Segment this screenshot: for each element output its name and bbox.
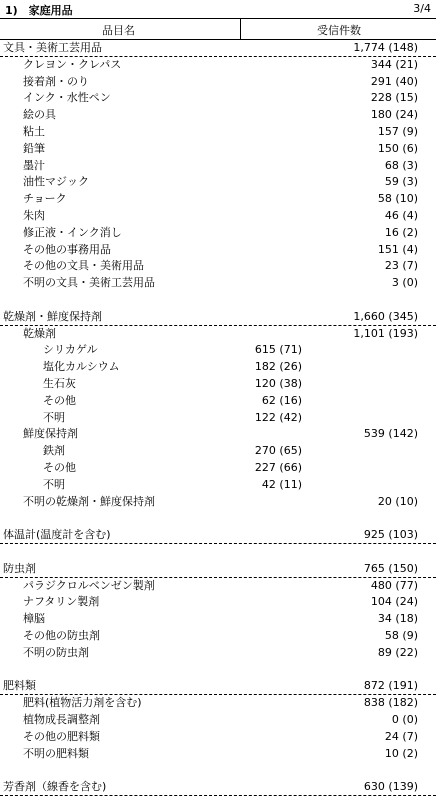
row-count: 122 (42) bbox=[254, 410, 302, 424]
row-count: 539 (142) bbox=[363, 427, 418, 441]
table-row bbox=[0, 375, 436, 392]
row-label: 芳香剤（線香を含む) bbox=[3, 780, 107, 794]
table-row bbox=[0, 560, 436, 578]
row-count: 151 (4) bbox=[377, 242, 418, 256]
row-count: 270 (65) bbox=[254, 444, 302, 458]
row-label: パラジクロルベンゼン製剤 bbox=[23, 578, 155, 592]
row-count: 630 (139) bbox=[363, 780, 418, 794]
row-count: 62 (16) bbox=[261, 393, 302, 407]
table-row bbox=[0, 627, 436, 644]
table-row bbox=[0, 577, 436, 594]
row-label: 不明の肥料類 bbox=[23, 746, 89, 760]
row-count: 150 (6) bbox=[377, 141, 418, 155]
table-row bbox=[0, 241, 436, 258]
row-label: 不明の文具・美術工芸用品 bbox=[23, 276, 155, 290]
row-count: 1,774 (148) bbox=[353, 41, 418, 54]
row-count: 3 (0) bbox=[391, 276, 418, 290]
table-row bbox=[0, 308, 436, 326]
row-count: 157 (9) bbox=[377, 125, 418, 138]
row-label: 塩化カルシウム bbox=[43, 360, 120, 374]
table-row bbox=[0, 778, 436, 796]
row-count: 58 (10) bbox=[377, 192, 418, 206]
row-label: 接着剤・のり bbox=[23, 74, 89, 88]
table-row bbox=[0, 173, 436, 190]
table-row bbox=[0, 89, 436, 106]
table-row bbox=[0, 711, 436, 728]
row-label: 不明の乾燥剤・鮮度保持剤 bbox=[23, 494, 155, 508]
header-item-name: 品目名 bbox=[102, 24, 135, 37]
row-count: 23 (7) bbox=[384, 259, 418, 273]
table-row bbox=[0, 207, 436, 224]
table-row bbox=[0, 73, 436, 90]
row-label: 肥料類 bbox=[3, 679, 36, 693]
row-label: インク・水性ペン bbox=[23, 91, 111, 105]
table-row bbox=[0, 644, 436, 661]
row-label: 文具・美術工芸用品 bbox=[3, 41, 102, 54]
row-label: その他の防虫剤 bbox=[23, 629, 100, 642]
table-row bbox=[0, 123, 436, 140]
row-count: 872 (191) bbox=[363, 679, 418, 693]
table-row bbox=[0, 392, 436, 409]
row-label: その他 bbox=[43, 393, 76, 407]
row-label: 粘土 bbox=[23, 125, 45, 138]
row-label: 油性マジック bbox=[23, 175, 89, 189]
table-row bbox=[0, 190, 436, 207]
row-label: 絵の具 bbox=[23, 108, 56, 122]
table-row bbox=[0, 257, 436, 274]
row-count: 182 (26) bbox=[254, 360, 302, 374]
table-row bbox=[0, 425, 436, 442]
table-row bbox=[0, 694, 436, 711]
table-header bbox=[0, 18, 436, 40]
table-row bbox=[0, 442, 436, 459]
row-count: 16 (2) bbox=[384, 225, 418, 239]
page-number: 3/4 bbox=[413, 2, 431, 15]
row-label: 墨汁 bbox=[23, 158, 45, 172]
table-row bbox=[0, 745, 436, 762]
table-row bbox=[0, 476, 436, 493]
table-row bbox=[0, 325, 436, 342]
row-label: その他 bbox=[43, 461, 76, 474]
row-label: 不明 bbox=[43, 477, 65, 491]
row-count: 89 (22) bbox=[377, 645, 418, 659]
row-count: 765 (150) bbox=[363, 561, 418, 575]
table-row bbox=[0, 593, 436, 610]
row-count: 42 (11) bbox=[261, 477, 302, 491]
table-row bbox=[0, 409, 436, 426]
table-row bbox=[0, 610, 436, 627]
row-count: 480 (77) bbox=[370, 578, 418, 592]
row-count: 228 (15) bbox=[370, 91, 418, 105]
table-row bbox=[0, 526, 436, 544]
row-count: 68 (3) bbox=[384, 158, 418, 172]
row-label: 鮮度保持剤 bbox=[23, 427, 78, 441]
header-divider bbox=[240, 19, 241, 39]
row-label: ナフタリン製剤 bbox=[23, 595, 100, 609]
row-label: 防虫剤 bbox=[3, 561, 36, 575]
row-label: 乾燥剤・鮮度保持剤 bbox=[3, 309, 102, 323]
row-count: 24 (7) bbox=[384, 729, 418, 743]
row-label: 樟脳 bbox=[23, 612, 45, 626]
row-count: 180 (24) bbox=[370, 108, 418, 122]
table-row bbox=[0, 39, 436, 57]
table-row bbox=[0, 140, 436, 157]
row-count: 104 (24) bbox=[370, 595, 418, 609]
table-row bbox=[0, 728, 436, 745]
section-title: 1) 家庭用品 bbox=[5, 4, 73, 17]
row-label: その他の肥料類 bbox=[23, 729, 100, 743]
row-label: 生石灰 bbox=[43, 377, 76, 390]
row-label: 鉄剤 bbox=[43, 444, 65, 458]
row-count: 1,101 (193) bbox=[353, 326, 418, 340]
row-count: 59 (3) bbox=[384, 175, 418, 189]
row-label: シリカゲル bbox=[43, 343, 98, 357]
row-label: その他の文具・美術用品 bbox=[23, 259, 144, 273]
row-label: 不明の防虫剤 bbox=[23, 645, 89, 659]
row-count: 0 (0) bbox=[391, 713, 418, 726]
row-label: 体温計(温度計を含む) bbox=[3, 528, 111, 542]
row-label: 朱肉 bbox=[23, 209, 45, 222]
table-row bbox=[0, 106, 436, 123]
row-label: チョーク bbox=[23, 192, 67, 206]
row-count: 20 (10) bbox=[377, 494, 418, 508]
table-row bbox=[0, 677, 436, 695]
row-count: 46 (4) bbox=[384, 209, 418, 222]
row-count: 291 (40) bbox=[370, 74, 418, 88]
row-count: 838 (182) bbox=[363, 696, 418, 710]
row-count: 925 (103) bbox=[363, 528, 418, 542]
table-row bbox=[0, 157, 436, 174]
row-count: 227 (66) bbox=[254, 461, 302, 474]
row-count: 34 (18) bbox=[377, 612, 418, 626]
row-count: 1,660 (345) bbox=[353, 309, 418, 323]
table-row bbox=[0, 274, 436, 291]
table-row bbox=[0, 459, 436, 476]
row-label: 植物成長調整剤 bbox=[23, 713, 100, 726]
row-label: 肥料(植物活力剤を含む) bbox=[23, 696, 142, 710]
table-row bbox=[0, 358, 436, 375]
table-row bbox=[0, 224, 436, 241]
row-label: その他の事務用品 bbox=[23, 242, 111, 256]
row-label: 乾燥剤 bbox=[23, 326, 56, 340]
row-label: クレヨン・クレパス bbox=[23, 57, 122, 71]
row-count: 615 (71) bbox=[254, 343, 302, 357]
table-row bbox=[0, 493, 436, 510]
row-count: 58 (9) bbox=[384, 629, 418, 642]
row-count: 10 (2) bbox=[384, 746, 418, 760]
row-label: 鉛筆 bbox=[23, 141, 45, 155]
table-row bbox=[0, 56, 436, 73]
row-count: 120 (38) bbox=[254, 377, 302, 390]
row-label: 修正液・インク消し bbox=[23, 225, 122, 239]
table-row bbox=[0, 341, 436, 358]
row-label: 不明 bbox=[43, 410, 65, 424]
header-received-count: 受信件数 bbox=[317, 24, 361, 37]
row-count: 344 (21) bbox=[370, 57, 418, 71]
